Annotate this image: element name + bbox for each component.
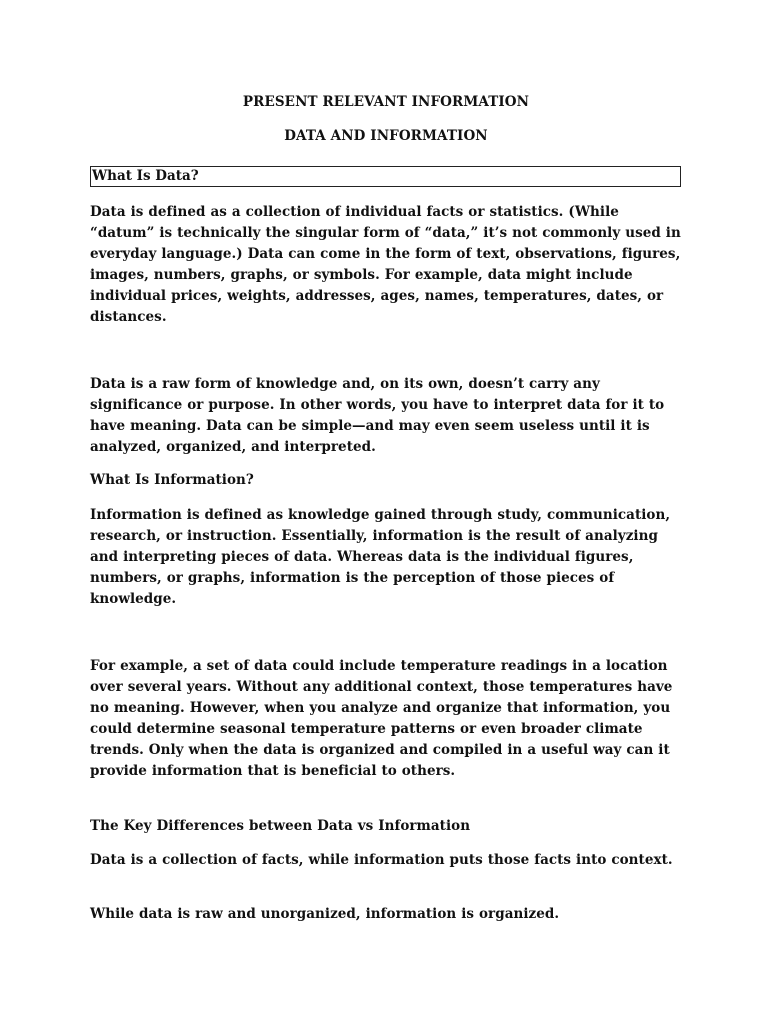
section-heading-key-differences: The Key Differences between Data vs Information xyxy=(90,818,471,834)
paragraph-difference-organized: While data is raw and unorganized, information is organized. xyxy=(90,906,560,922)
paragraph-difference-context: Data is a collection of facts, while information puts those facts into context. xyxy=(90,852,673,868)
section-heading-what-is-information: What Is Information? xyxy=(90,472,254,488)
document-title: PRESENT RELEVANT INFORMATION xyxy=(242,94,530,110)
paragraph-information-example: For example, a set of data could include temperature readings in a location over several years. Without any additional context, those temperatures have no meaning. However, when you analyze and organize that information, you could determine seasonal temperature patterns or even broader climate trends. Only when the data is organized and compiled in a useful way can it provide information that is beneficial to others. xyxy=(90,658,673,779)
paragraph-data-raw-knowledge: Data is a raw form of knowledge and, on its own, doesn’t carry any significance or purpose. In other words, you have to interpret data for it to have meaning. Data can be simple—and may even seem useless until it is analyzed, organized, and interpreted. xyxy=(90,376,665,455)
paragraph-data-definition: Data is defined as a collection of individual facts or statistics. (While “datum” is technically the singular form of “data,” it’s not commonly used in everyday language.) Data can come in the form of text, observations, figures, images, numbers, graphs, or symbols. For example, data might include individual prices, weights, addresses, ages, names, temperatures, dates, or distances. xyxy=(90,204,681,325)
document-subtitle: DATA AND INFORMATION xyxy=(284,128,488,144)
paragraph-information-definition: Information is defined as knowledge gained through study, communication, research, or instruction. Essentially, information is the result of analyzing and interpreting pieces of data. Whereas data is the individual figures, numbers, or graphs, information is the perception of those pieces of knowledge. xyxy=(90,507,671,607)
section-heading-what-is-data: What Is Data? xyxy=(90,166,681,187)
